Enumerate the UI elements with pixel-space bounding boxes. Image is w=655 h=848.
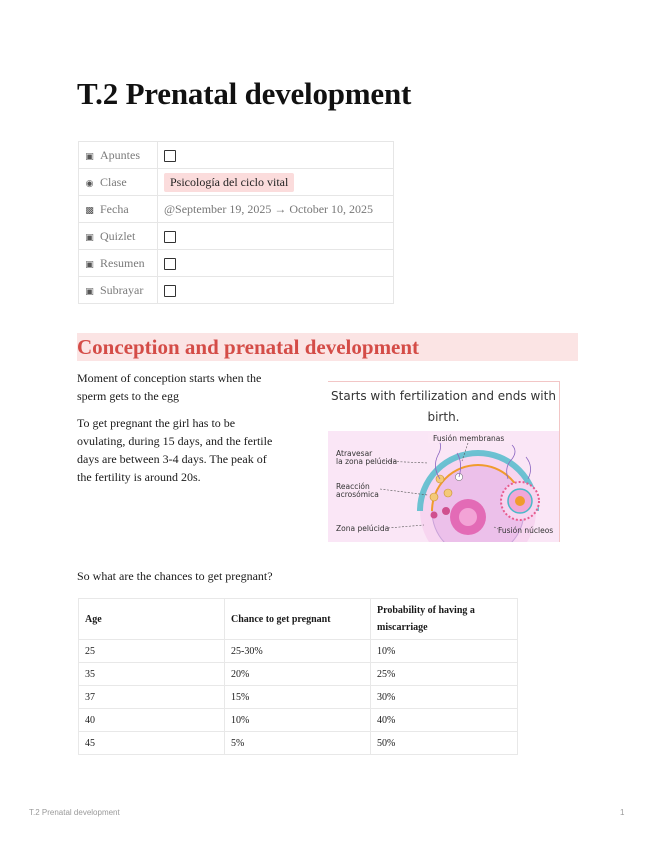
label-reaccion-1: Reacción (336, 482, 370, 491)
paragraph-conception: Moment of conception starts when the sperm gets to the egg (77, 371, 262, 403)
property-label: Resumen (100, 255, 145, 270)
table-cell: 37 (79, 686, 225, 709)
property-label: Quizlet (100, 228, 136, 243)
column-header: Age (79, 599, 225, 640)
clase-tag[interactable]: Psicología del ciclo vital (164, 173, 294, 192)
table-row (79, 732, 518, 755)
property-value (158, 196, 394, 223)
calendar-icon: ▩ (85, 205, 94, 216)
table-cell: 5% (225, 732, 371, 755)
property-label: Apuntes (100, 147, 140, 162)
lead-question: So what are the chances to get pregnant? (77, 569, 273, 583)
property-key (79, 223, 158, 250)
table-cell: 15% (225, 686, 371, 709)
table-cell: 25% (371, 663, 518, 686)
figure-caption: Starts with fertilization and ends with birth. (331, 389, 556, 424)
property-label: Clase (100, 174, 127, 189)
table-header-row (79, 599, 518, 640)
table-cell: 25 (79, 640, 225, 663)
property-value (158, 142, 394, 169)
property-row-apuntes (79, 142, 394, 169)
paragraph-ovulation: To get pregnant the girl has to be ovulating, during 15 days, and the fertile days are between 3-4 days. The peak of the fertility is around 20s. (77, 416, 273, 484)
label-reaccion-2: acrosómica (336, 490, 379, 499)
column-header: Chance to get pregnant (225, 599, 371, 640)
table-cell: 40% (371, 709, 518, 732)
table-row (79, 640, 518, 663)
table-cell: 45 (79, 732, 225, 755)
quizlet-checkbox[interactable] (164, 231, 176, 243)
property-label: Fecha (100, 201, 129, 216)
label-atravesar-1: Atravesar (336, 449, 373, 458)
table-row (79, 663, 518, 686)
property-key (79, 277, 158, 304)
table-cell: 50% (371, 732, 518, 755)
property-row-clase (79, 169, 394, 196)
property-value (158, 250, 394, 277)
label-zona-pelucida: Zona pelúcida (336, 524, 390, 533)
page-title: T.2 Prenatal development (77, 76, 412, 111)
properties-table (78, 141, 394, 304)
checkbox-property-icon: ▣ (85, 232, 94, 243)
resumen-checkbox[interactable] (164, 258, 176, 270)
checkbox-property-icon: ▣ (85, 286, 94, 297)
table-cell: 40 (79, 709, 225, 732)
table-cell: 25-30% (225, 640, 371, 663)
property-key (79, 169, 158, 196)
property-key (79, 196, 158, 223)
fecha-value[interactable]: @September 19, 2025 → October 10, 2025 (164, 201, 374, 216)
table-cell: 35 (79, 663, 225, 686)
pregnancy-chances-table (78, 598, 518, 755)
checkbox-property-icon: ▣ (85, 259, 94, 270)
label-fusion-membranas: Fusión membranas (433, 434, 505, 443)
property-value (158, 169, 394, 196)
checkbox-property-icon: ▣ (85, 151, 94, 162)
apuntes-checkbox[interactable] (164, 150, 176, 162)
table-row (79, 686, 518, 709)
select-property-icon: ◉ (85, 178, 94, 189)
property-label: Subrayar (100, 282, 144, 297)
label-fusion-nucleos: Fusión núcleos (498, 526, 554, 535)
property-row-fecha (79, 196, 394, 223)
table-cell: 10% (371, 640, 518, 663)
fertilization-figure (328, 381, 560, 542)
table-cell: 10% (225, 709, 371, 732)
label-atravesar-2: la zona pelúcida (336, 457, 398, 466)
fertilization-illustration (328, 431, 559, 542)
property-row-resumen (79, 250, 394, 277)
page-number: 1 (620, 808, 625, 817)
column-header: Probability of having a miscarriage (371, 599, 518, 640)
property-row-subrayar (79, 277, 394, 304)
table-row (79, 709, 518, 732)
footer-title: T.2 Prenatal development (29, 808, 120, 817)
property-key (79, 250, 158, 277)
property-row-quizlet (79, 223, 394, 250)
section-heading: Conception and prenatal development (77, 333, 578, 361)
subrayar-checkbox[interactable] (164, 285, 176, 297)
property-value (158, 277, 394, 304)
property-key (79, 142, 158, 169)
table-cell: 30% (371, 686, 518, 709)
property-value (158, 223, 394, 250)
table-cell: 20% (225, 663, 371, 686)
